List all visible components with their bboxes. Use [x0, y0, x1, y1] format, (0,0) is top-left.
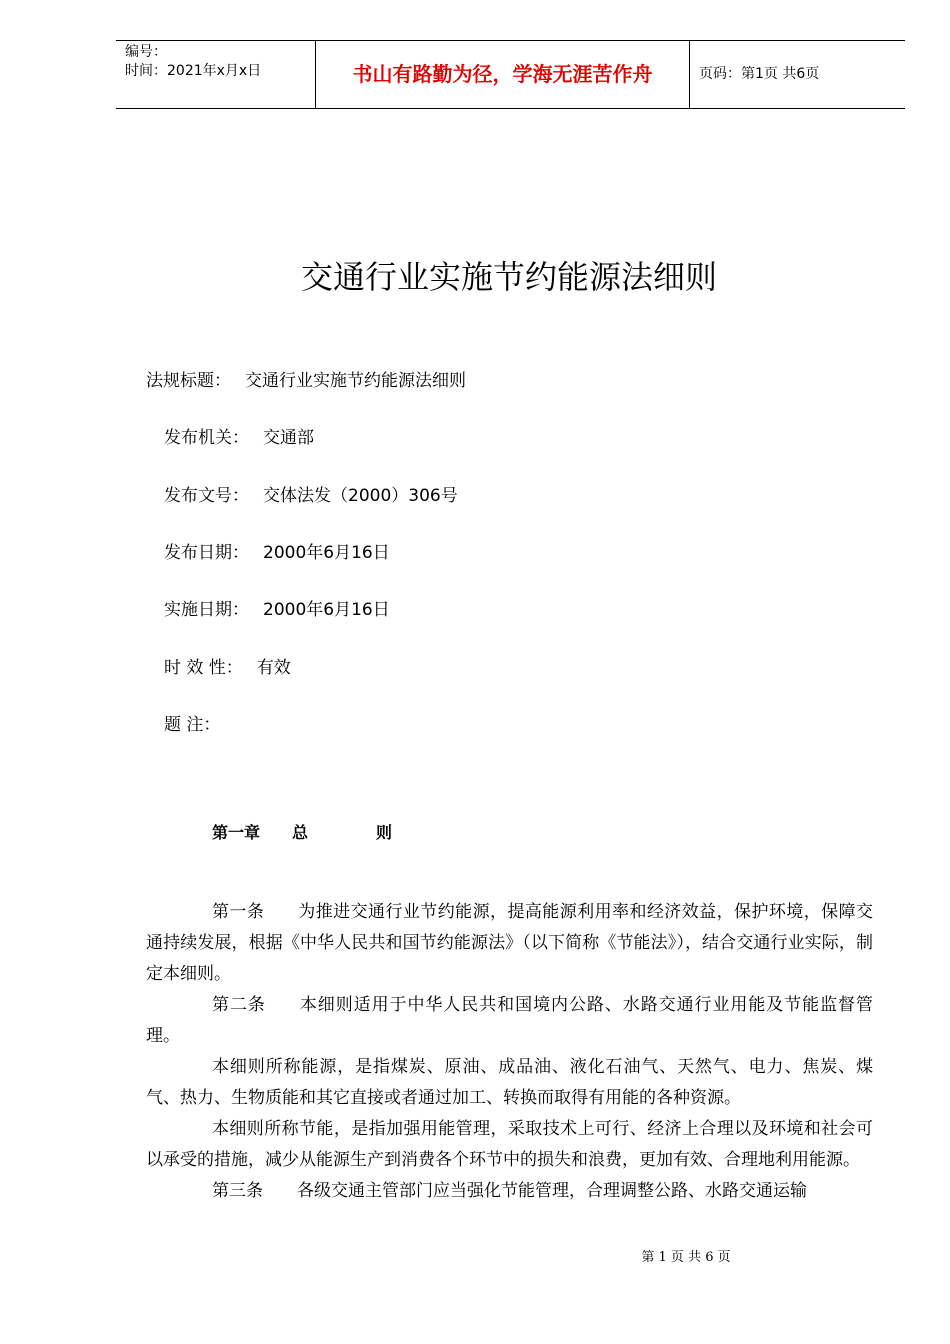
article-paragraph — [146, 1114, 873, 1176]
meta-label: 发布日期： — [164, 543, 249, 563]
article-paragraph — [146, 1052, 873, 1114]
article-text: 各级交通主管部门应当强化节能管理，合理调整公路、水路交通运输 — [297, 1181, 807, 1201]
motto: 书山有路勤为径，学海无涯苦作舟 — [352, 62, 653, 86]
article-paragraph — [146, 990, 873, 1052]
chapter-number: 第一章 — [212, 823, 261, 842]
chapter-heading — [212, 820, 392, 843]
article-text: 本细则所称能源，是指煤炭、原油、成品油、液化石油气、天然气、电力、焦炭、煤气、热力、生物质能和其它直接或者通过加工、转换而取得有用能的各种资源。 — [146, 1057, 873, 1108]
page-footer: 第 1 页 共 6 页 — [641, 1250, 731, 1265]
meta-row-note — [164, 710, 234, 735]
meta-row-effective-date — [164, 595, 390, 620]
article-number: 第一条 — [212, 902, 265, 922]
meta-value: 交体法发（2000）306号 — [263, 486, 458, 506]
meta-value: 交通行业实施节约能源法细则 — [245, 371, 466, 391]
header-motto-cell — [316, 41, 690, 108]
meta-label: 法规标题： — [146, 371, 231, 391]
meta-label: 发布机关： — [164, 428, 249, 448]
header-table — [116, 40, 905, 109]
article-paragraph — [146, 1176, 873, 1207]
chapter-title-part: 则 — [376, 823, 393, 842]
time-label: 时间：2021年x月x日 — [125, 63, 262, 79]
article-text: 本细则适用于中华人民共和国境内公路、水路交通行业用能及节能监督管理。 — [146, 995, 874, 1046]
meta-label: 时 效 性： — [164, 658, 243, 678]
meta-label: 发布文号： — [164, 486, 249, 506]
article-number: 第三条 — [212, 1181, 263, 1201]
meta-row-title — [146, 366, 466, 391]
meta-row-validity — [164, 653, 291, 678]
meta-value: 2000年6月16日 — [263, 543, 390, 563]
meta-value: 2000年6月16日 — [263, 600, 390, 620]
meta-row-issuer — [164, 423, 314, 448]
meta-label: 题 注： — [164, 715, 221, 735]
article-body — [146, 897, 873, 1207]
meta-row-publish-date — [164, 538, 390, 563]
meta-label: 实施日期： — [164, 600, 249, 620]
chapter-title-part: 总 — [292, 823, 309, 842]
header-page-cell — [690, 41, 905, 108]
document-title: 交通行业实施节约能源法细则 — [300, 258, 717, 296]
article-number: 第二条 — [212, 995, 266, 1015]
meta-value: 有效 — [256, 658, 291, 678]
meta-value: 交通部 — [263, 428, 314, 448]
header-left-cell — [116, 41, 316, 108]
number-label: 编号： — [125, 44, 167, 60]
header-page-label: 页码：第1页 共6页 — [699, 66, 820, 82]
meta-row-doc-number — [164, 481, 458, 506]
article-text: 本细则所称节能，是指加强用能管理，采取技术上可行、经济上合理以及环境和社会可以承受的措施，减少从能源生产到消费各个环节中的损失和浪费，更加有效、合理地利用能源。 — [146, 1119, 873, 1170]
article-text: 为推进交通行业节约能源，提高能源利用率和经济效益，保护环境，保障交通持续发展，根据《中华人民共和国节约能源法》（以下简称《节能法》），结合交通行业实际，制定本细则。 — [146, 902, 874, 984]
article-paragraph — [146, 897, 873, 990]
